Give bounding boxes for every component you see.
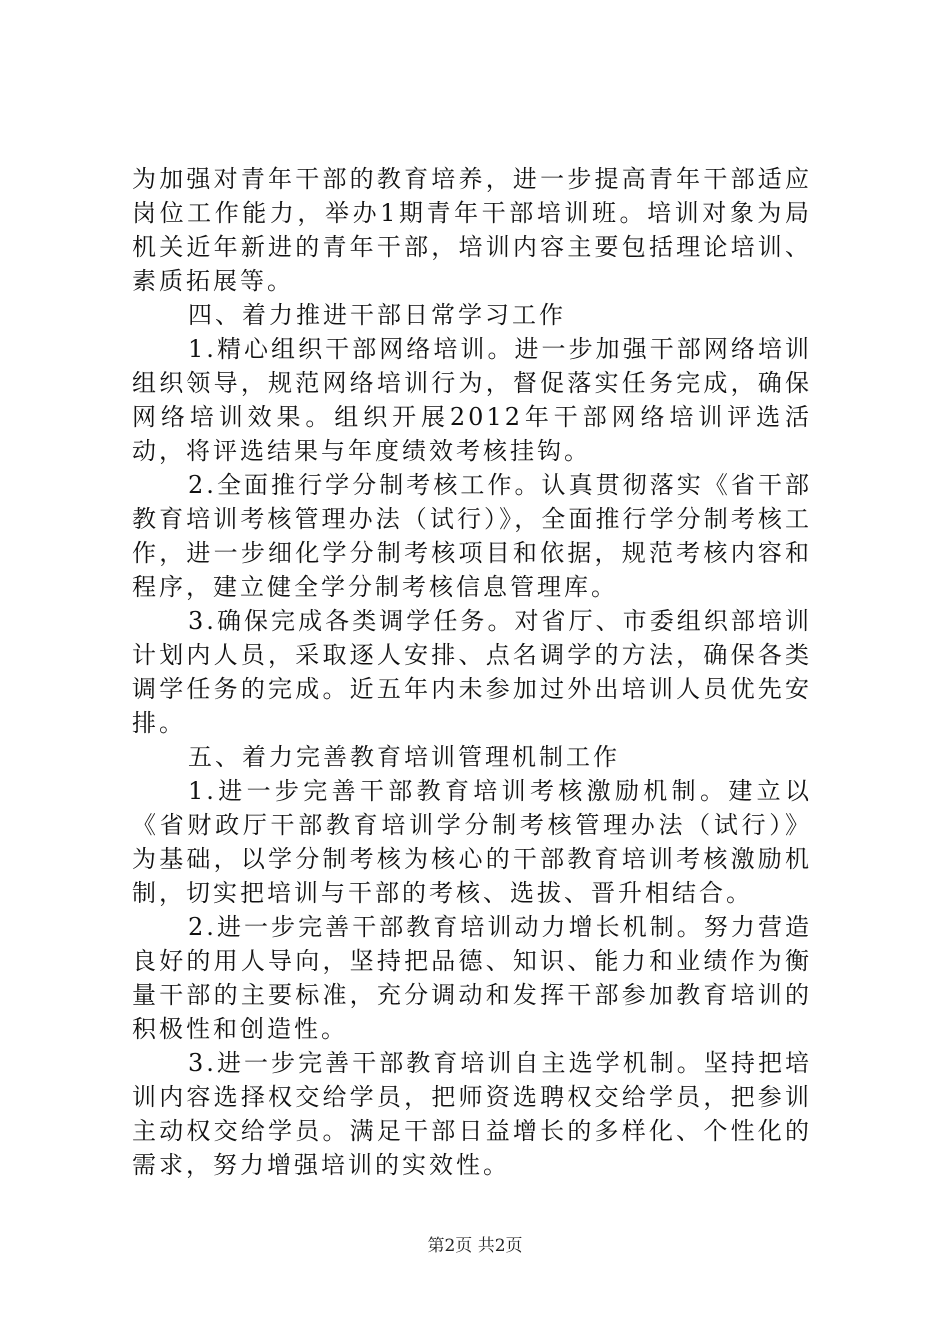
paragraph-credit-assessment: 2.全面推行学分制考核工作。认真贯彻落实《省干部教育培训考核管理办法（试行）》，全面推行学分制考核工作，进一步细化学分制考核项目和依据，规范考核内容和程序，建立健全学分制考核信息管理库。 — [132, 471, 812, 601]
section-heading-four: 四、着力推进干部日常学习工作 — [188, 301, 566, 329]
paragraph-self-selection-mechanism: 3.进一步完善干部教育培训自主选学机制。坚持把培训内容选择权交给学员，把师资选聘权交给学员，把参训主动权交给学员。满足干部日益增长的多样化、个性化的需求，努力增强培训的实效性。 — [132, 1049, 812, 1179]
paragraph-motivation-mechanism: 2.进一步完善干部教育培训动力增长机制。努力营造良好的用人导向，坚持把品德、知识、能力和业绩作为衡量干部的主要标准，充分调动和发挥干部参加教育培训的积极性和创造性。 — [132, 913, 812, 1043]
paragraph-incentive-mechanism: 1.进一步完善干部教育培训考核激励机制。建立以《省财政厅干部教育培训学分制考核管理办法（试行）》为基础，以学分制考核为核心的干部教育培训考核激励机制，切实把培训与干部的考核、选拔、晋升相结合。 — [132, 777, 812, 907]
document-body — [132, 162, 812, 1182]
page-number-label: 第2页 共2页 — [427, 1236, 523, 1256]
paragraph-study-tasks: 3.确保完成各类调学任务。对省厅、市委组织部培训计划内人员，采取逐人安排、点名调学的方法，确保各类调学任务的完成。近五年内未参加过外出培训人员优先安排。 — [132, 607, 812, 737]
paragraph-network-training: 1.精心组织干部网络培训。进一步加强干部网络培训组织领导，规范网络培训行为，督促落实任务完成，确保网络培训效果。组织开展2012年干部网络培训评选活动，将评选结果与年度绩效考核挂钩。 — [132, 335, 812, 465]
section-heading-five: 五、着力完善教育培训管理机制工作 — [188, 743, 620, 771]
page-footer — [0, 1235, 950, 1257]
paragraph-intro: 为加强对青年干部的教育培养，进一步提高青年干部适应岗位工作能力，举办1期青年干部培训班。培训对象为局机关近年新进的青年干部，培训内容主要包括理论培训、素质拓展等。 — [132, 165, 812, 295]
